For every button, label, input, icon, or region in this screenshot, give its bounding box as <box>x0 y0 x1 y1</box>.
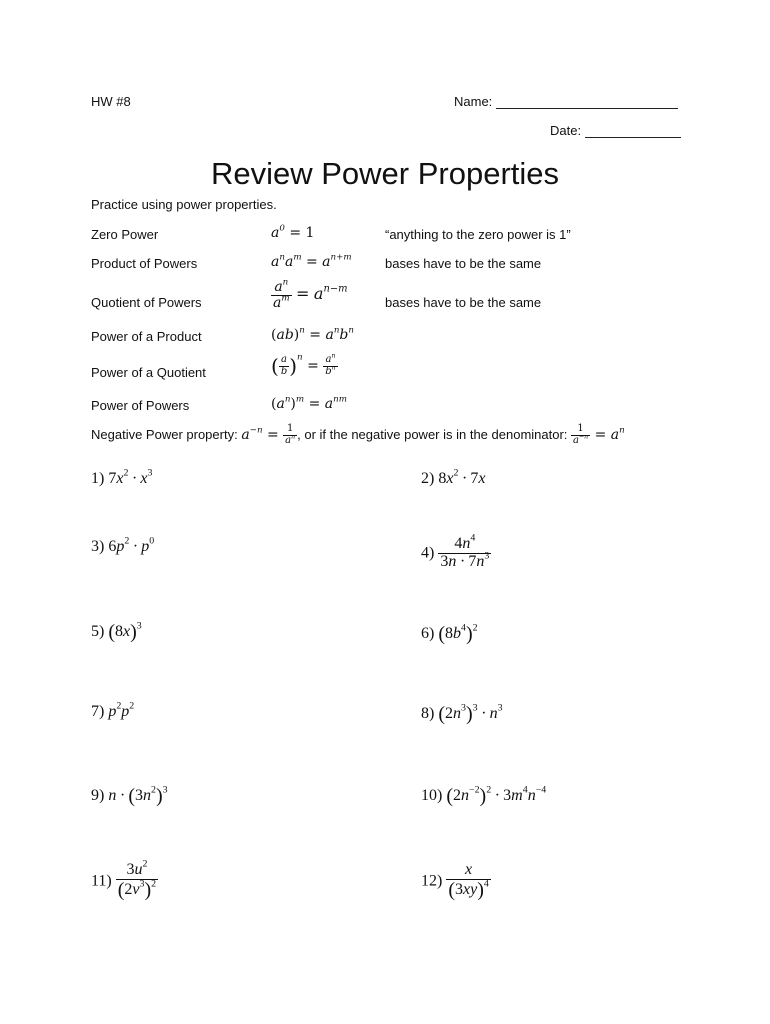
problem-1: 1) $7x^2 \cdot x^3$ <box>91 467 153 487</box>
negative-power-text-1: Negative Power property: <box>91 427 238 442</box>
formula-power-of-quotient: ( $\frac{a}{b}$ )$^n$ = $\frac{a^n}{b^n}$ <box>271 352 336 378</box>
problem-10: 10) $(2n^{-2})^2 \cdot 3m^4n^{-4}$ <box>421 784 547 807</box>
name-label: Name: <box>454 94 493 109</box>
formula-zero-power: $a^0 = 1$ <box>271 223 315 241</box>
property-label-power-of-powers: Power of Powers <box>91 398 190 413</box>
intro-text: Practice using power properties. <box>91 197 277 212</box>
formula-power-of-powers: $(a^n)^m = a^{nm}$ <box>271 394 347 412</box>
problem-3: 3) $6p^2 \cdot p^0$ <box>91 535 155 555</box>
name-blank-line[interactable] <box>496 94 678 109</box>
problem-number: 9) <box>91 787 105 804</box>
problem-number: 10) <box>421 787 443 804</box>
property-note-quotient: bases have to be the same <box>385 295 542 310</box>
problem-number: 5) <box>91 623 105 640</box>
date-label: Date: <box>550 123 582 138</box>
name-field[interactable] <box>454 94 678 109</box>
problem-number: 8) <box>421 705 435 722</box>
problem-number: 4) <box>421 544 435 562</box>
problem-number: 1) <box>91 470 105 487</box>
problem-number: 6) <box>421 625 435 642</box>
problem-7: 7) $p^2p^2$ <box>91 700 135 720</box>
problem-2: 2) $8x^2 \cdot 7x$ <box>421 467 486 487</box>
homework-number: HW #8 <box>91 94 131 109</box>
problem-4: 4) $\frac{4n^4}{3n \cdot 7n^3}$ <box>421 532 490 570</box>
problem-12: 12) $\frac{x}{(3xy)^4}$ <box>421 861 489 901</box>
negative-power-text-2: , or if the negative power is in the denominator: <box>297 427 568 442</box>
property-note-product: bases have to be the same <box>385 256 542 271</box>
property-label-zero-power: Zero Power <box>91 227 159 242</box>
date-blank-line[interactable] <box>585 123 681 138</box>
problem-number: 7) <box>91 703 105 720</box>
problem-6: 6) $(8b^4)^2$ <box>421 622 478 645</box>
formula-quotient-of-powers: $\frac{a^n}{a^m}$ = $a^{n-m}$ <box>273 277 348 311</box>
property-note-zero-power: “anything to the zero power is 1” <box>385 227 571 242</box>
property-label-quotient: Quotient of Powers <box>91 295 202 310</box>
page-title: Review Power Properties <box>210 156 560 191</box>
property-label-power-of-product: Power of a Product <box>91 329 202 344</box>
formula-power-of-product: $(ab)^n = a^nb^n$ <box>271 325 354 343</box>
problem-number: 2) <box>421 470 435 487</box>
date-field[interactable] <box>550 123 681 138</box>
formula-product-of-powers: $a^na^m = a^{n+m}$ <box>271 252 352 270</box>
property-label-product: Product of Powers <box>91 256 198 271</box>
problem-5: 5) $(8x)^3$ <box>91 620 142 643</box>
problem-number: 11) <box>91 872 112 890</box>
problem-9: 9) $n \cdot (3n^2)^3$ <box>91 784 168 807</box>
negative-power-property: Negative Power property: $a^{-n}$ = $\frac{1}{a^n}$ , or if the negative power is in the denominator: $\frac{1}{a^{-n}}$ = $a^n$ <box>91 423 625 446</box>
problem-11: 11) $\frac{3u^2}{(2v^3)^2}$ <box>91 858 157 901</box>
property-label-power-of-quotient: Power of a Quotient <box>91 365 206 380</box>
problem-number: 3) <box>91 538 105 555</box>
problem-8: 8) $(2n^3)^3 \cdot n^3$ <box>421 702 503 725</box>
problem-number: 12) <box>421 872 443 890</box>
